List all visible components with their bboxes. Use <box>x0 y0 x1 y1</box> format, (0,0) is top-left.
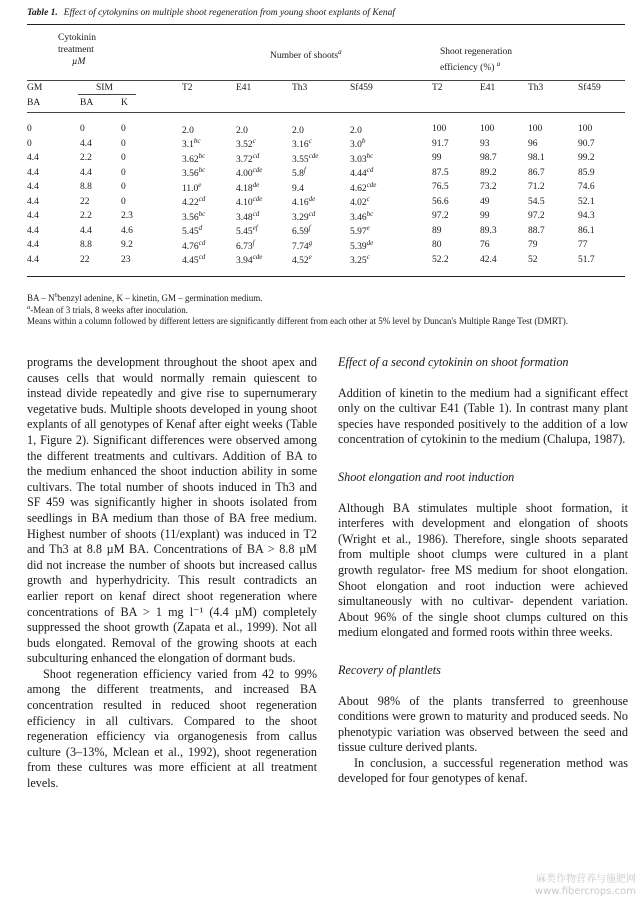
right-paragraph-2: Although BA stimulates multiple shoot formation, it interferes with development and elongation of shoots (Wright et al., 1986). Therefore, single shoots separated from multiple shoot clumps were cultured in a plant growth regulator- free MS medium for shoot elongation. Shoot elongation and root induction were achieved simultaneously with no cultivar- dependent variation. About 96% of the single shoot clumps cultured on this medium elongated and formed roots within three weeks. <box>338 500 628 640</box>
table-label: Table 1. <box>27 8 58 18</box>
cell-sim-k: 0 <box>121 196 126 207</box>
cell-shoots: 4.62$^{cde}$ <box>350 180 377 194</box>
cell-efficiency: 89.3 <box>480 225 497 236</box>
cell-efficiency: 77 <box>578 240 588 251</box>
cell-shoots: 4.18de <box>236 180 260 194</box>
cell-efficiency: 88.7 <box>528 225 545 236</box>
cell-efficiency: 85.9 <box>578 167 595 178</box>
header-rule-1 <box>27 80 625 81</box>
cell-gm-ba: 0 <box>27 124 32 135</box>
cell-shoots: 5.8$^f$ <box>292 166 306 180</box>
col-eff-th3: Th3 <box>528 83 544 93</box>
cell-efficiency: 86.7 <box>528 167 545 178</box>
cell-shoots: 3.62$^{bc}$ <box>182 151 206 165</box>
cell-efficiency: 91.7 <box>432 138 449 149</box>
cell-sim-ba: 2.2 <box>80 153 92 164</box>
cell-efficiency: 80 <box>432 240 442 251</box>
cell-efficiency: 89.2 <box>480 167 497 178</box>
cell-gm-ba: 4.4 <box>27 196 39 207</box>
cell-shoots: 4.10$^{cde}$ <box>236 195 263 209</box>
cell-shoots: 6.73$^f$ <box>236 238 255 252</box>
cell-efficiency: 52.2 <box>432 254 449 265</box>
cell-efficiency: 100 <box>432 124 447 135</box>
heading-shoot-elongation: Shoot elongation and root induction <box>338 469 515 484</box>
watermark: 麻类作物营养与施肥网 www.fibercrops.com <box>534 874 636 897</box>
cell-efficiency: 79 <box>528 240 538 251</box>
cell-sim-k: 0 <box>121 182 126 193</box>
cell-efficiency: 97.2 <box>432 211 449 222</box>
cell-efficiency: 54.5 <box>528 196 545 207</box>
cell-sim-ba: 2.2 <box>80 211 92 222</box>
table-row <box>27 238 625 253</box>
cell-sim-ba: 22 <box>80 254 90 265</box>
table-row <box>27 180 625 195</box>
cell-efficiency: 96 <box>528 138 538 149</box>
cell-gm-ba: 0 <box>27 138 32 149</box>
cell-shoots: 3.56$^{bc}$ <box>182 209 206 223</box>
header-rule-2 <box>27 112 625 113</box>
table-row <box>27 224 625 239</box>
gm-label: GM <box>27 83 43 93</box>
sim-underline <box>78 94 136 95</box>
cell-efficiency: 71.2 <box>528 182 545 193</box>
left-paragraph-2: Shoot regeneration efficiency varied from 42 to 99% among the different treatments, and increased BA concentration resulted in reduced shoot regeneration efficiency in all cultivars. Compared to the shoot regeneration efficiency via organogenesis from callus culture (3–13%, Mclean et al., 1992), shoot regeneration from these cultures was more efficient at all treatment levels. <box>27 666 317 791</box>
table-row <box>27 195 625 210</box>
cell-shoots: 9.4 <box>292 183 304 194</box>
cell-shoots: 3.03$^{bc}$ <box>350 151 374 165</box>
sim-k-label: K <box>121 98 128 108</box>
cell-efficiency: 49 <box>480 196 490 207</box>
table-row <box>27 137 625 152</box>
cell-shoots: 3.29$^{cd}$ <box>292 209 316 223</box>
cell-shoots: 11.0e <box>182 180 202 194</box>
cell-sim-k: 0 <box>121 138 126 149</box>
cell-gm-ba: 4.4 <box>27 225 39 236</box>
table-bottom-rule <box>27 276 625 277</box>
cell-efficiency: 99 <box>480 211 490 222</box>
table-row <box>27 122 625 137</box>
cell-shoots: 3.1$^{bc}$ <box>182 137 201 151</box>
cell-shoots: 4.52e <box>292 253 312 267</box>
cell-sim-ba: 4.4 <box>80 167 92 178</box>
cell-efficiency: 86.1 <box>578 225 595 236</box>
cell-shoots: 3.0$^b$ <box>350 137 366 151</box>
col-eff-sf459: Sf459 <box>578 83 601 93</box>
cell-shoots: 7.74$^g$ <box>292 238 313 252</box>
cell-shoots: 3.48$^{cd}$ <box>236 209 260 223</box>
cytokinin-header: Cytokinin treatment µM <box>58 33 97 67</box>
cell-shoots: 3.25$^c$ <box>350 253 370 267</box>
cell-efficiency: 99.2 <box>578 153 595 164</box>
cell-shoots: 5.97e <box>350 224 370 238</box>
col-eff-t2: T2 <box>432 83 443 93</box>
cell-sim-ba: 4.4 <box>80 225 92 236</box>
cell-efficiency: 93 <box>480 138 490 149</box>
cell-efficiency: 42.4 <box>480 254 497 265</box>
cell-shoots: 2.0 <box>350 125 362 136</box>
cell-efficiency: 100 <box>528 124 543 135</box>
gm-ba-label: BA <box>27 98 41 108</box>
cell-gm-ba: 4.4 <box>27 182 39 193</box>
table-row <box>27 209 625 224</box>
table-row <box>27 253 625 268</box>
cell-shoots: 3.52$^c$ <box>236 137 256 151</box>
cell-efficiency: 76 <box>480 240 490 251</box>
col-shoots-e41: E41 <box>236 83 252 93</box>
cell-sim-ba: 4.4 <box>80 138 92 149</box>
cell-efficiency: 73.2 <box>480 182 497 193</box>
cell-shoots: 5.45$^{ef}$ <box>236 224 258 238</box>
cell-efficiency: 51.7 <box>578 254 595 265</box>
cell-sim-ba: 8.8 <box>80 182 92 193</box>
cell-gm-ba: 4.4 <box>27 254 39 265</box>
cell-shoots: 4.44$^{cd}$ <box>350 166 374 180</box>
cell-sim-ba: 8.8 <box>80 240 92 251</box>
cell-efficiency: 52 <box>528 254 538 265</box>
cell-efficiency: 94.3 <box>578 211 595 222</box>
left-column <box>27 355 317 792</box>
sim-label: SIM <box>96 83 113 93</box>
heading-recovery: Recovery of plantlets <box>338 662 441 677</box>
cell-shoots: 4.02$^c$ <box>350 195 370 209</box>
cell-gm-ba: 4.4 <box>27 167 39 178</box>
cell-shoots: 5.45$^d$ <box>182 224 203 238</box>
cell-shoots: 2.0 <box>236 125 248 136</box>
cell-shoots: 4.00$^{cde}$ <box>236 166 263 180</box>
cell-gm-ba: 4.4 <box>27 211 39 222</box>
cell-sim-k: 4.6 <box>121 225 133 236</box>
cell-efficiency: 90.7 <box>578 138 595 149</box>
cell-shoots: 6.59$^f$ <box>292 224 311 238</box>
cell-efficiency: 100 <box>480 124 495 135</box>
sim-ba-label: BA <box>80 98 94 108</box>
col-shoots-sf459: Sf459 <box>350 83 373 93</box>
data-table <box>27 122 625 267</box>
cell-efficiency: 76.5 <box>432 182 449 193</box>
heading-second-cytokinin: Effect of a second cytokinin on shoot formation <box>338 355 569 369</box>
cell-gm-ba: 4.4 <box>27 153 39 164</box>
cell-shoots: 4.16de <box>292 195 316 209</box>
cell-shoots: 3.72$^{cd}$ <box>236 151 260 165</box>
cell-sim-k: 0 <box>121 167 126 178</box>
cell-shoots: 3.55$^{cde}$ <box>292 151 319 165</box>
footnote-duncan: Means within a column followed by different letters are significantly different from each other at 5% level by Duncan's Multiple Range Test (DMRT). <box>27 316 569 326</box>
cell-shoots: 3.56$^{bc}$ <box>182 166 206 180</box>
cell-shoots: 4.22$^{cd}$ <box>182 195 206 209</box>
footnote-abbreviations: BA – $N^6benzyl$ adenine, K – kinetin, GM – germination medium. <box>27 292 263 303</box>
cell-shoots: 2.0 <box>292 125 304 136</box>
cell-sim-k: 23 <box>121 254 131 265</box>
cell-shoots: 3.16$^c$ <box>292 137 312 151</box>
cell-efficiency: 52.1 <box>578 196 595 207</box>
table-title: Effect of cytokynins on multiple shoot regeneration from young shoot explants of Kenaf <box>63 8 396 18</box>
cell-efficiency: 100 <box>578 124 593 135</box>
cell-sim-k: 9.2 <box>121 240 133 251</box>
cell-efficiency: 56.6 <box>432 196 449 207</box>
table-row <box>27 166 625 181</box>
cell-sim-ba: 0 <box>80 124 85 135</box>
right-paragraph-3: About 98% of the plants transferred to greenhouse conditions were grown to maturity and produced seeds. No phenotypic variation was observed between the seed and tissue culture derived plants. <box>338 693 628 755</box>
footnote-mean: $^a$-Mean of 3 trials, 8 weeks after inoculation. <box>27 304 188 315</box>
cell-efficiency: 89 <box>432 225 442 236</box>
shoots-header: Number of shoots$^a$ <box>270 48 342 62</box>
table-row <box>27 151 625 166</box>
cell-shoots: 4.45$^{cd}$ <box>182 253 206 267</box>
cell-efficiency: 98.1 <box>528 153 545 164</box>
col-shoots-th3: Th3 <box>292 83 308 93</box>
cell-efficiency: 87.5 <box>432 167 449 178</box>
cell-shoots: 3.94$^{cde}$ <box>236 253 263 267</box>
cell-efficiency: 74.6 <box>578 182 595 193</box>
cell-sim-k: 2.3 <box>121 211 133 222</box>
right-column <box>338 355 628 787</box>
cell-shoots: 4.76$^{cd}$ <box>182 238 206 252</box>
cell-efficiency: 98.7 <box>480 153 497 164</box>
cell-sim-ba: 22 <box>80 196 90 207</box>
cell-efficiency: 97.2 <box>528 211 545 222</box>
cell-sim-k: 0 <box>121 124 126 135</box>
efficiency-header: Shoot regeneration efficiency (%) $^a$ <box>440 47 513 74</box>
cell-shoots: 3.46$^{bc}$ <box>350 209 374 223</box>
right-paragraph-4: In conclusion, a successful regeneration method was developed for four genotypes of kenaf. <box>338 755 628 786</box>
cell-efficiency: 99 <box>432 153 442 164</box>
right-paragraph-1: Addition of kinetin to the medium had a significant effect only on the cultivar E41 (Table 1). In contrast many plant species have responded positively to the addition of a low concentration of cytokinin to the medium (Chalupa, 1987). <box>338 385 628 447</box>
col-shoots-t2: T2 <box>182 83 193 93</box>
table-caption <box>27 8 627 18</box>
table-top-rule <box>27 24 625 25</box>
cell-shoots: 2.0 <box>182 125 194 136</box>
cell-sim-k: 0 <box>121 153 126 164</box>
cell-gm-ba: 4.4 <box>27 240 39 251</box>
left-paragraph-1: programs the development throughout the shoot apex and causes cells that would normally remain quiescent to instead divide repeatedly and give rise to supernumerary vegetative buds. Multiple shoots developed in young shoot explants of all genotypes of Kenaf after eight weeks (Table 1, Figure 2). Significant differences were observed among the different treatments and cultivars. Addition of BA to the medium enhanced the shoot induction ability in some cultivars. The total number of shoots induced in Th3 and SF 459 was significantly higher in shoots isolated from seedlings in BA medium than those of BA free medium. Highest number of shoots (11/explant) was induced in T2 and Th3 at 8.8 µM BA. Concentrations of BA > 8.8 µM did not increase the number of shoots but increased callus growth and hyperhydricity. This result contradicts an earlier report on kenaf direct shoot regeneration where concentrations of BA > 1 mg l⁻¹ (4.4 µM) completely suppressed the shoot growth (Zapata et al., 1999). Not all buds elongated. Removal of the growing shoots at each subculturing enhanced the elongation of dormant buds. <box>27 355 317 666</box>
cell-shoots: 5.39de <box>350 238 374 252</box>
col-eff-e41: E41 <box>480 83 496 93</box>
